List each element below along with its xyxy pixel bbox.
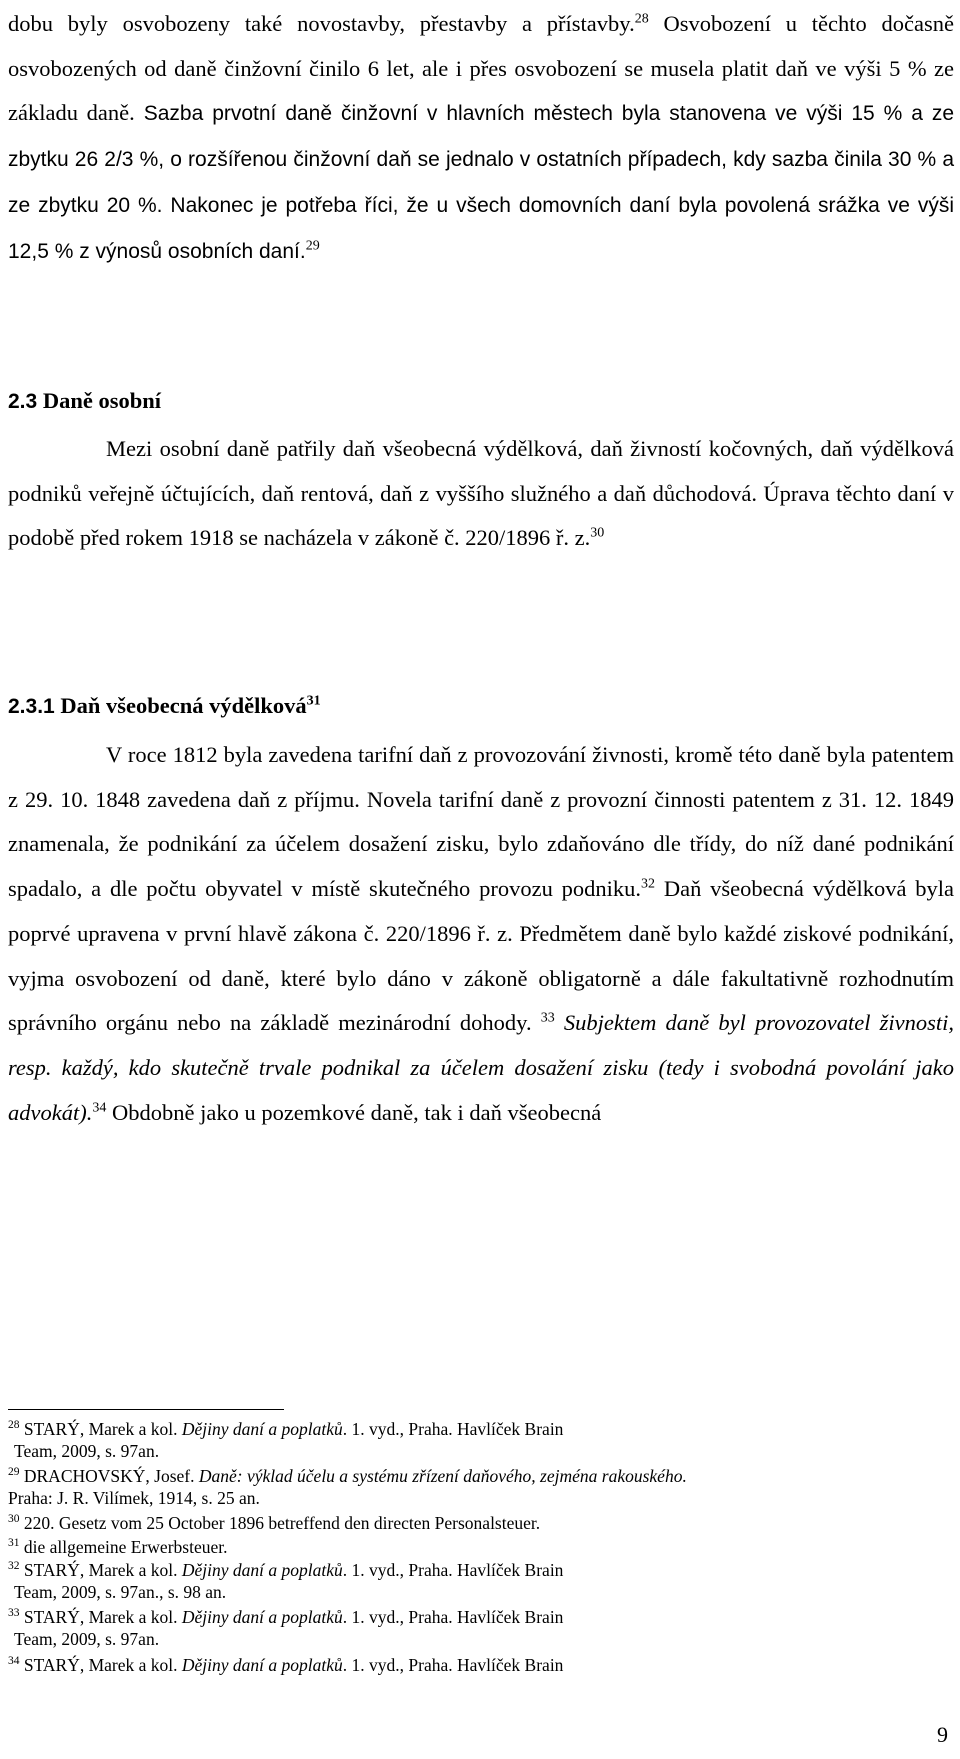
intro-paragraph <box>8 2 954 274</box>
footnote-text: 220. Gesetz vom 25 October 1896 betreffend den directen Personalsteuer. <box>19 1513 541 1533</box>
section-2-3-1-text-1: V roce 1812 byla zavedena tarifní daň z provozování živnosti, kromě této daně byla patentem z 29. 10. 1848 zavedena daň z příjmu. Novela tarifní daně z provozní činnosti patentem z 31. 12. 1849 znamenala, že podnikání za účelem dosažení zisku, bylo zdaňováno dle třídy, do níž dané podnikání spadalo, a dle počtu obyvatel v místě skutečného provozu podniku. <box>8 742 954 902</box>
footnote-title: Daně: výklad účelu a systému zřízení daňového, zejména rakouského. <box>198 1466 687 1486</box>
section-heading-2-3-1 <box>8 693 321 719</box>
footnote-ref-29[interactable]: 29 <box>305 238 320 254</box>
footnote-title: Dějiny daní a poplatků <box>181 1607 343 1627</box>
section-2-3-text: Mezi osobní daně patřily daň všeobecná výdělková, daň živností kočovných, daň výdělková podniků veřejně účtujících, daň rentová, daň z vyššího služného a daň důchodová. Úprava těchto daní v podobě před rokem 1918 se nacházela v zákoně č. 220/1896 ř. z. <box>8 436 954 551</box>
intro-text-1: Osvobození u těchto dočasně osvobozených od daně činžovní činilo 6 let, ale i přes osvobození se musela platit daň ve výši 5 % ze základu daně. <box>8 11 954 126</box>
footnote-text: DRACHOVSKÝ, Josef. <box>19 1466 199 1486</box>
footnote-number: 33 <box>8 1607 20 1620</box>
footnote-number: 30 <box>8 1513 20 1526</box>
footnote-text: . 1. vyd., Praha. Havlíček Brain <box>342 1655 564 1675</box>
footnote-34 <box>8 1654 954 1676</box>
footnote-text: STARÝ, Marek a kol. <box>19 1655 182 1675</box>
footnote-text: . 1. vyd., Praha. Havlíček Brain <box>342 1607 564 1627</box>
footnote-text: STARÝ, Marek a kol. <box>19 1607 182 1627</box>
footnote-text: die allgemeine Erwerbsteuer. <box>19 1537 228 1557</box>
footnote-text: . 1. vyd., Praha. Havlíček Brain <box>342 1560 564 1580</box>
footnote-ref-31[interactable]: 31 <box>306 693 321 709</box>
footnote-31 <box>8 1536 954 1558</box>
section-number: 2.3.1 <box>8 695 55 718</box>
footnote-30 <box>8 1512 954 1534</box>
footnote-title: Dějiny daní a poplatků <box>181 1419 343 1439</box>
footnote-text: STARÝ, Marek a kol. <box>19 1419 182 1439</box>
footnote-number: 34 <box>8 1655 20 1668</box>
footnote-ref-28[interactable]: 28 <box>634 11 649 27</box>
footnote-29 <box>8 1465 954 1510</box>
footnote-number: 28 <box>8 1419 20 1432</box>
footnote-text: Team, 2009, s. 97an. <box>14 1629 160 1650</box>
section-title: Daň všeobecná výdělková <box>54 693 307 718</box>
footnote-number: 31 <box>8 1537 20 1550</box>
footnote-ref-34[interactable]: 34 <box>92 1100 107 1116</box>
footnote-ref-33[interactable]: 33 <box>540 1010 555 1026</box>
footnote-text: Team, 2009, s. 97an. <box>14 1441 160 1462</box>
footnote-ref-32[interactable]: 32 <box>641 876 656 892</box>
footnote-text: Team, 2009, s. 97an., s. 98 an. <box>14 1582 227 1603</box>
intro-lead-text: dobu byly osvobozeny také novostavby, přestavby a přístavby. <box>8 11 635 36</box>
section-2-3-1-italic-text: Subjektem daně byl provozovatel živnosti, resp. každý, kdo skutečně trvale podnikal za účelem dosažení zisku (tedy i svobodná povolání jako advokát). <box>8 1010 955 1125</box>
section-2-3-paragraph <box>8 427 954 561</box>
section-heading-2-3 <box>8 388 161 414</box>
footnote-32 <box>8 1559 954 1604</box>
section-2-3-1-paragraph <box>8 733 954 1135</box>
footnote-number: 29 <box>8 1466 20 1479</box>
footnote-separator <box>8 1409 284 1410</box>
section-number: 2.3 <box>8 390 38 413</box>
footnote-number: 32 <box>8 1560 20 1573</box>
intro-text-2: Sazba prvotní daně činžovní v hlavních městech byla stanovena ve výši 15 % a ze zbytku 26 2/3 %, o rozšířenou činžovní daň se jednalo v ostatních případech, kdy sazba činila 30 % a ze zbytku 20 %. Nakonec je potřeba říci, že u všech domovních daní byla povolená srážka ve výši 12,5 % z výnosů osobních daní. <box>8 102 954 263</box>
footnote-text: . 1. vyd., Praha. Havlíček Brain <box>342 1419 564 1439</box>
footnote-28 <box>8 1418 954 1463</box>
section-title: Daně osobní <box>37 388 161 413</box>
footnote-ref-30[interactable]: 30 <box>590 525 605 541</box>
section-2-3-1-text-4: Obdobně jako u pozemkové daně, tak i daň všeobecná <box>106 1099 602 1125</box>
footnote-title: Dějiny daní a poplatků <box>181 1655 343 1675</box>
footnote-text: Praha: J. R. Vilímek, 1914, s. 25 an. <box>8 1488 260 1509</box>
footnote-33 <box>8 1606 954 1651</box>
footnote-text: STARÝ, Marek a kol. <box>19 1560 182 1580</box>
page-number: 9 <box>937 1722 948 1747</box>
section-2-3-1-text-2: Daň všeobecná výdělková byla poprvé upravena v první hlavě zákona č. 220/1896 ř. z. Předmětem daně bylo každé ziskové podnikání, vyjma osvobození od daně, které bylo dáno v zákoně obligatorně a dále fakultativně rozhodnutím správního orgánu nebo na základě mezinárodní dohody. <box>8 876 954 1036</box>
footnote-title: Dějiny daní a poplatků <box>181 1560 343 1580</box>
